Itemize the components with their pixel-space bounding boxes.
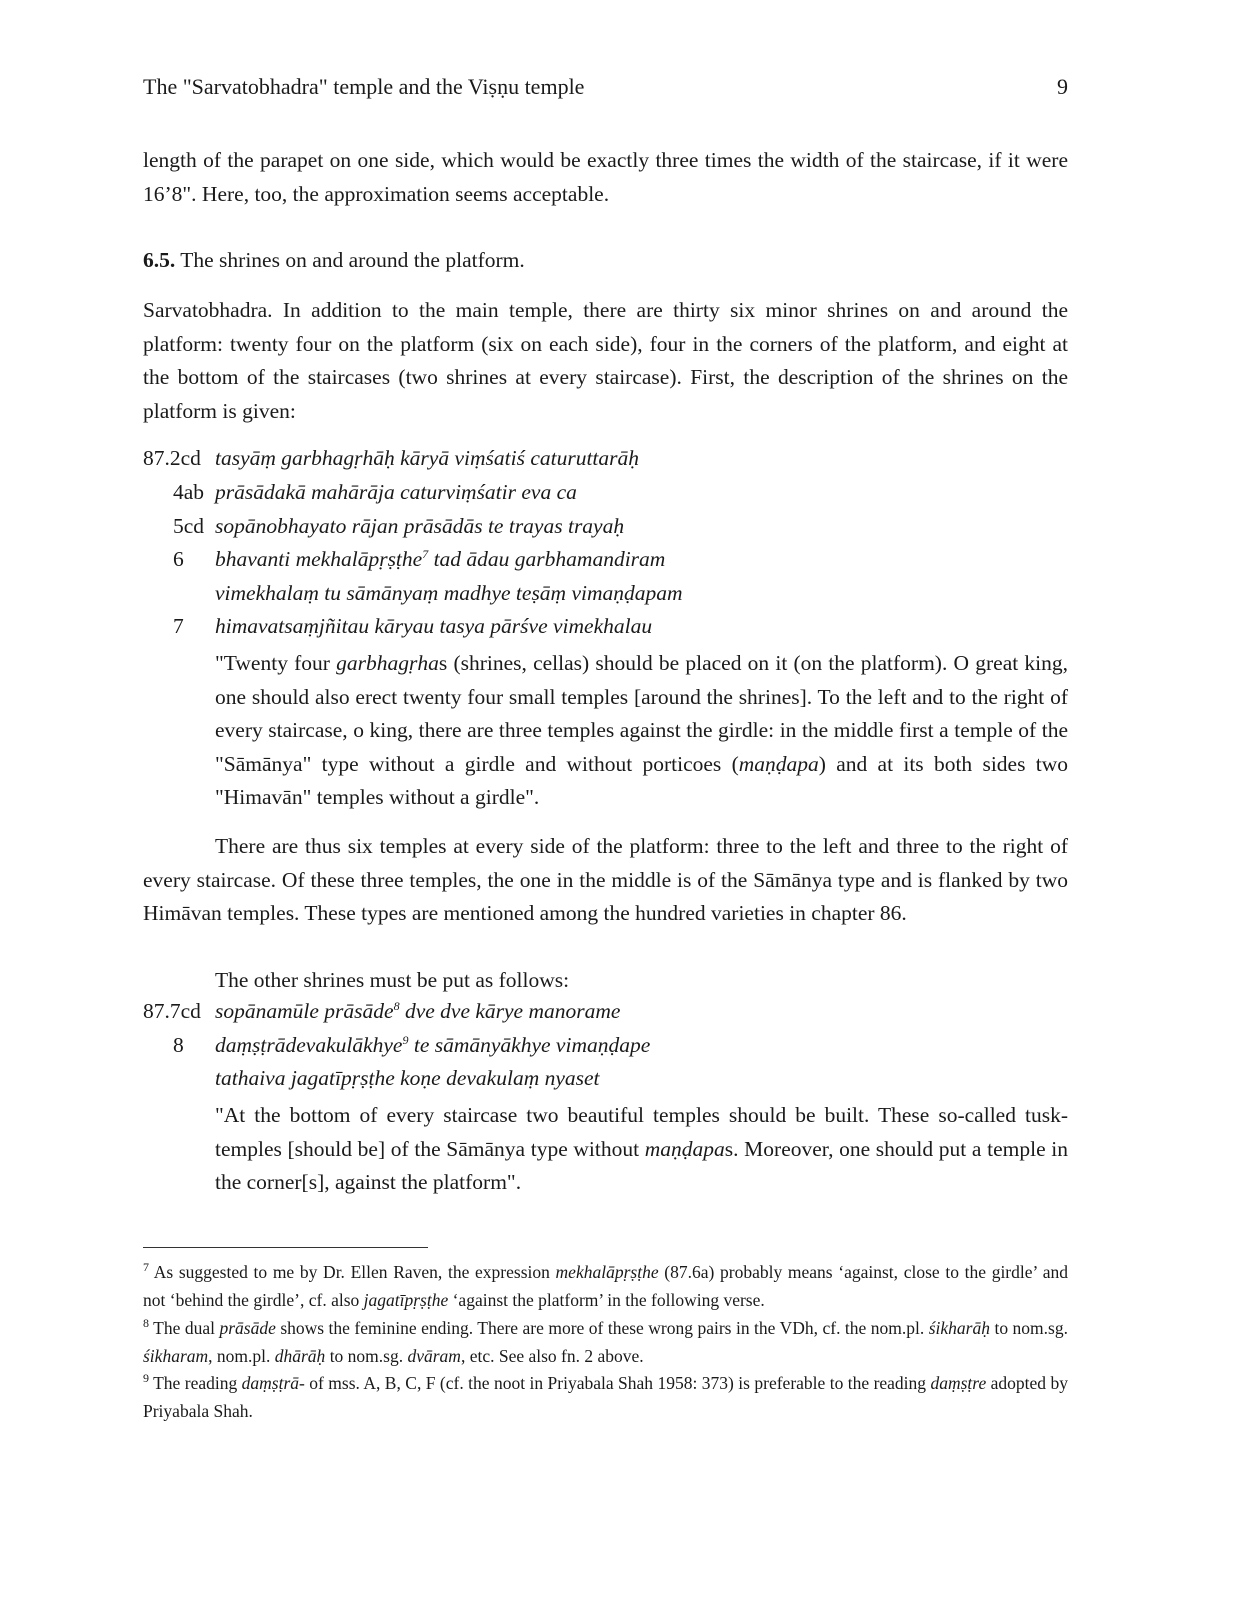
body-paragraph: The other shrines must be put as follows: (215, 968, 570, 992)
verse-number: 7 (173, 614, 184, 638)
translation-paragraph: "At the bottom of every staircase two beautiful temples should be built. These so-called tusk-temples [should be] of the Sāmānya type without maṇḍapas. Moreover, one should put a temple in the corner[s], against the platform". (215, 1103, 1069, 1194)
footnote-ref: 8 (393, 998, 400, 1013)
body-paragraph: There are thus six temples at every side of the platform: three to the left and three to the right of every staircase. Of these three temples, the one in the middle is of the Sāmānya type and is flanked by two Himāvan temples. These types are mentioned among the hundred varieties in chapter 86. (143, 834, 1068, 925)
verse-number: 87.7cd (143, 999, 201, 1023)
sarvatobhadra-paragraph: Sarvatobhadra. In addition to the main temple, there are thirty six minor shrines on and around the platform: twenty four on the platform (six on each side), four in the corners of the platform, and eight at the bottom of the staircases (two shrines at every staircase). First, the description of the shrines on the platform is given: (143, 298, 1068, 423)
footnote-9: $^9$ The reading daṃṣṭrā- of mss. A, B, C, F (cf. the noot in Priyabala Shah 1958: 373) is preferable to the reading daṃṣṭre adopted by Priyabala Shah. (143, 1371, 1068, 1421)
footnote-8: $^8$ The dual prāsāde shows the feminine ending. There are more of these wrong pairs in the VDh, cf. the nom.pl. śikharāḥ to nom.sg. śikharam, nom.pl. dhārāḥ to nom.sg. dvāram, etc. See also fn. 2 above. (143, 1316, 1068, 1366)
verse-number: 4ab (173, 480, 205, 504)
verse-text: tasyāṃ garbhagṛhāḥ kāryā viṃśatiś caturuttarāḥ (215, 446, 640, 470)
verse-text: himavatsaṃjñitau kāryau tasya pārśve vimekhalau (215, 614, 653, 638)
verse-text: sopānamūle prāsāde$^8$ dve dve kārye manorame (215, 998, 621, 1023)
verse-text: daṃṣṭrādevakulākhye$^9$ te sāmānyākhye vimaṇḍape (215, 1032, 651, 1057)
section-heading (143, 244, 1068, 278)
verse-text: tathaiva jagatīpṛṣṭhe koṇe devakulaṃ nyaset (215, 1066, 600, 1090)
verse-line (143, 1032, 651, 1058)
footnote-7: $^7$ As suggested to me by Dr. Ellen Raven, the expression mekhalāpṛṣṭhe (87.6a) probably means ‘against, close to the girdle’ and not ‘behind the girdle’, cf. also jagatīpṛṣṭhe ‘against the platform’ in the following verse. (143, 1260, 1068, 1310)
footnote-ref: 9 (402, 1032, 409, 1047)
verse-line (143, 546, 666, 572)
footnote-ref: 7 (422, 546, 429, 561)
page-number: 9 (1057, 74, 1068, 99)
verse-line (143, 998, 621, 1024)
running-title: The "Sarvatobhadra" temple and the Viṣṇu temple (143, 74, 585, 99)
verse-text: sopānobhayato rājan prāsādās te trayas trayaḥ (215, 514, 625, 538)
section-title: The shrines on and around the platform. (180, 248, 525, 272)
verse-number: 8 (173, 1033, 184, 1057)
verse-number: 6 (173, 547, 184, 571)
translation-paragraph: "Twenty four garbhagṛhas (shrines, cellas) should be placed on it (on the platform). O great king, one should also erect twenty four small temples [around the shrines]. To the left and to the right of every staircase, o king, there are three temples against the girdle: in the middle first a temple of the "Sāmānya" type without a girdle and without porticoes (maṇḍapa) and at its both sides two "Himavān" temples without a girdle". (215, 651, 1068, 809)
verse-line (143, 614, 653, 639)
verse-line (143, 480, 577, 505)
verse-line (143, 446, 640, 471)
verse-number: 5cd (173, 514, 205, 538)
verse-text: bhavanti mekhalāpṛṣṭhe$^7$ tad ādau garbhamandiram (215, 546, 666, 571)
running-header (143, 74, 1068, 100)
verse-number: 87.2cd (143, 446, 201, 470)
verse-text: vimekhalaṃ tu sāmānyaṃ madhye teṣāṃ vimaṇḍapam (215, 581, 683, 605)
footnote-rule (143, 1247, 428, 1248)
intro-paragraph: length of the parapet on one side, which would be exactly three times the width of the staircase, if it were 16’8". Here, too, the approximation seems acceptable. (143, 148, 1068, 206)
section-number: 6.5. (143, 248, 176, 272)
verse-text: prāsādakā mahārāja caturviṃśatir eva ca (215, 480, 577, 504)
verse-line (143, 514, 625, 539)
